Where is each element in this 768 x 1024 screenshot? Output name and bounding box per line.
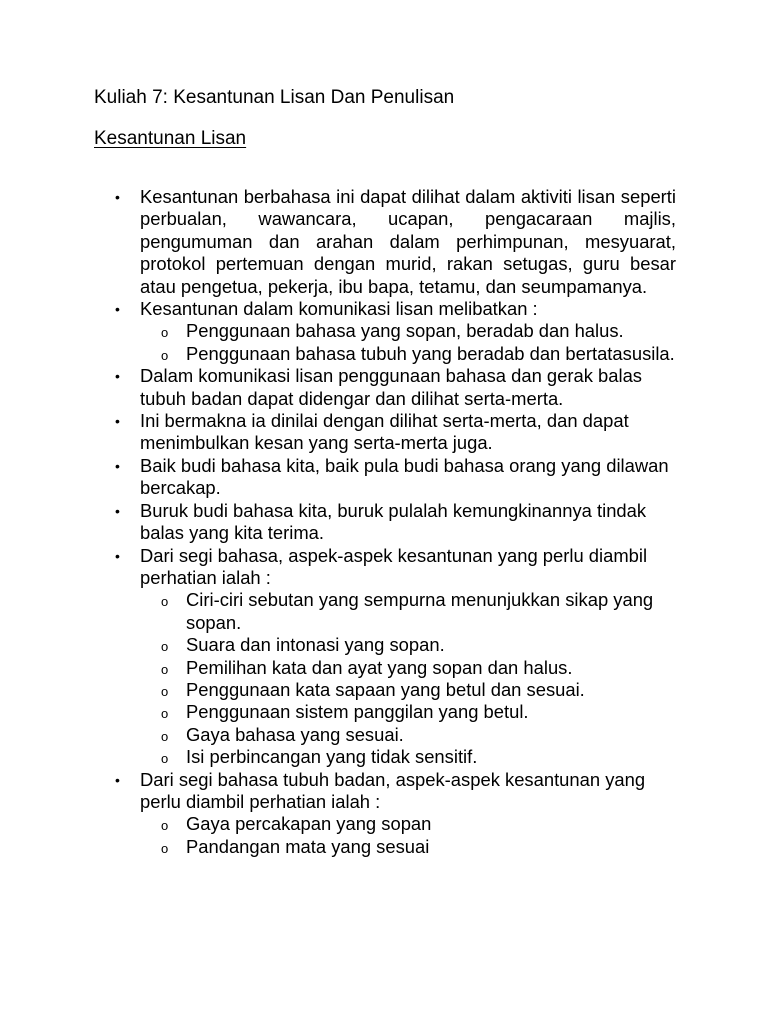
sub-list-item: [140, 701, 676, 723]
list-item: [110, 500, 676, 545]
circle-bullet-icon: o: [161, 706, 169, 722]
bullet-icon: •: [115, 413, 120, 430]
bullet-icon: •: [115, 368, 120, 385]
circle-bullet-icon: o: [161, 818, 169, 834]
list-item: [110, 186, 676, 298]
sub-list-item-text: Pemilihan kata dan ayat yang sopan dan halus.: [186, 656, 573, 678]
bullet-list: [110, 186, 676, 858]
sub-list-item: [140, 343, 676, 365]
sub-list-item: [140, 746, 676, 768]
sub-list-item: [140, 634, 676, 656]
circle-bullet-icon: o: [161, 840, 169, 856]
circle-bullet-icon: o: [161, 347, 169, 363]
circle-bullet-icon: o: [161, 751, 169, 767]
bullet-icon: •: [115, 301, 120, 318]
sub-list-item-text: Penggunaan kata sapaan yang betul dan sesuai.: [186, 678, 585, 700]
list-item: [110, 298, 676, 365]
list-item-text: Baik budi bahasa kita, baik pula budi bahasa orang yang dilawan bercakap.: [140, 454, 669, 499]
list-item-text: Kesantunan berbahasa ini dapat dilihat dalam aktiviti lisan seperti perbualan, wawancara, ucapan, pengacaraan majlis, pengumuman dan arahan dalam perhimpunan, mesyuarat, protokol pertemuan dengan murid, rakan setugas, guru besar atau pengetua, pekerja, ibu bapa, tetamu, dan seumpamanya.: [140, 186, 676, 297]
sub-list-item: [140, 813, 676, 835]
sub-list-item-text: Gaya percakapan yang sopan: [186, 813, 432, 835]
sub-list-item: [140, 657, 676, 679]
bullet-icon: •: [115, 771, 120, 788]
list-item-text: Ini bermakna ia dinilai dengan dilihat serta-merta, dan dapat menimbulkan kesan yang serta-merta juga.: [140, 410, 629, 454]
sub-list-item: [140, 724, 676, 746]
list-item-text: Dari segi bahasa tubuh badan, aspek-aspek kesantunan yang perlu diambil perhatian ialah :: [140, 768, 646, 812]
sub-list-item-text: Suara dan intonasi yang sopan.: [186, 634, 445, 656]
sub-list-item-text: Ciri-ciri sebutan yang sempurna menunjukkan sikap yang sopan.: [186, 589, 654, 633]
sub-list-item-text: Isi perbincangan yang tidak sensitif.: [186, 746, 478, 768]
list-item: [110, 410, 676, 455]
circle-bullet-icon: o: [161, 639, 169, 655]
sub-list-item-text: Gaya bahasa yang sesuai.: [186, 723, 404, 745]
sub-list-item: [140, 589, 676, 634]
list-item-text: Dalam komunikasi lisan penggunaan bahasa dan gerak balas tubuh badan dapat didengar dan dilihat serta-merta.: [140, 365, 642, 409]
sub-list-item-text: Penggunaan bahasa yang sopan, beradab dan halus.: [186, 320, 624, 342]
list-item-text: Buruk budi bahasa kita, buruk pulalah kemungkinannya tindak balas yang kita terima.: [140, 499, 647, 544]
sub-list: [140, 813, 676, 858]
circle-bullet-icon: o: [161, 683, 169, 699]
circle-bullet-icon: o: [161, 325, 169, 341]
circle-bullet-icon: o: [161, 728, 169, 744]
circle-bullet-icon: o: [161, 661, 169, 677]
list-item: [110, 545, 676, 769]
circle-bullet-icon: o: [161, 594, 169, 610]
sub-list: [140, 320, 676, 365]
document-title: Kuliah 7: Kesantunan Lisan Dan Penulisan: [94, 87, 455, 108]
sub-list-item: [140, 679, 676, 701]
list-item-text: Kesantunan dalam komunikasi lisan melibatkan :: [140, 298, 538, 320]
sub-list-item: [140, 836, 676, 858]
sub-list-item-text: Penggunaan sistem panggilan yang betul.: [186, 701, 529, 723]
list-item: [110, 365, 676, 410]
list-item-text: Dari segi bahasa, aspek-aspek kesantunan yang perlu diambil perhatian ialah :: [140, 544, 648, 588]
bullet-icon: •: [115, 457, 120, 474]
sub-list-item-text: Pandangan mata yang sesuai: [186, 835, 430, 857]
list-item: [110, 455, 676, 500]
sub-list-item: [140, 320, 676, 342]
sub-list: [140, 589, 676, 768]
section-heading: Kesantunan Lisan: [94, 128, 247, 149]
sub-list-item-text: Penggunaan bahasa tubuh yang beradab dan bertatasusila.: [186, 342, 675, 364]
bullet-icon: •: [115, 502, 120, 519]
bullet-icon: •: [115, 189, 120, 205]
list-item: [110, 769, 676, 859]
bullet-icon: •: [115, 547, 120, 564]
